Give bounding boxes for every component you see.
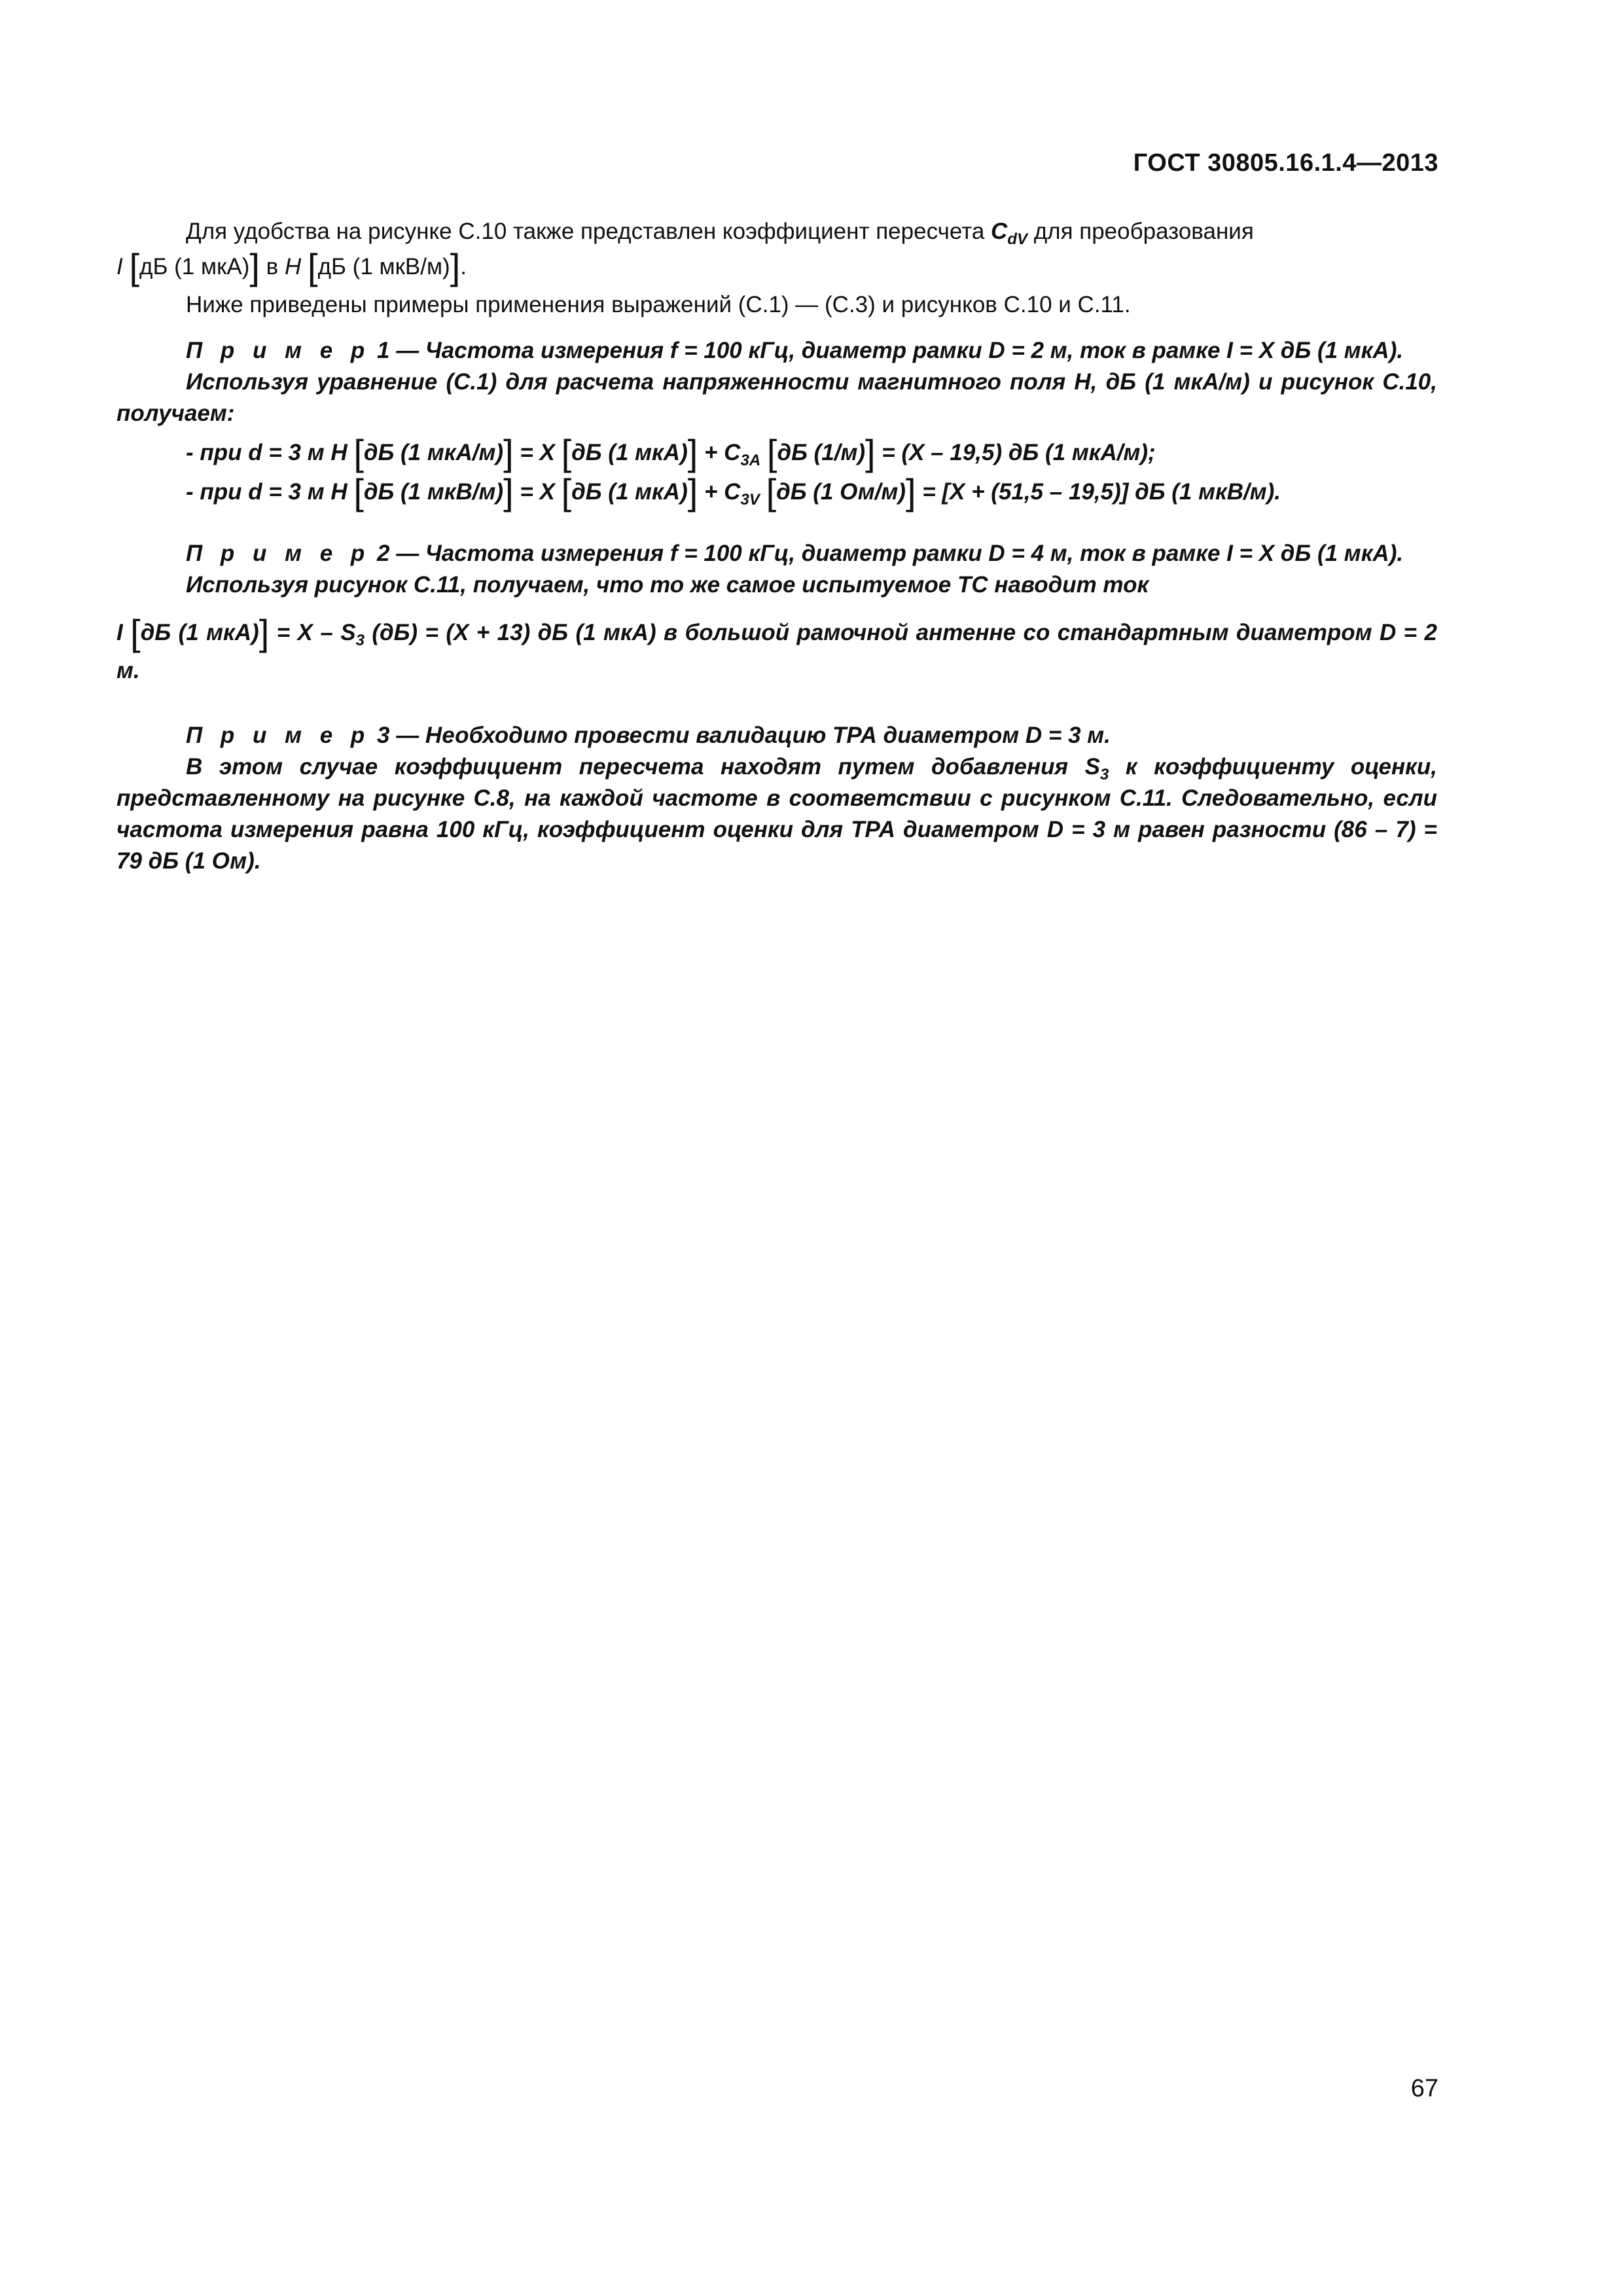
unit-field: дБ (1 мкВ/м): [317, 254, 450, 279]
example3-label: П р и м е р: [186, 723, 371, 748]
formula2-plus: + C: [704, 479, 741, 505]
example3-subscript: 3: [1100, 766, 1109, 783]
bracket-close: ]: [450, 246, 461, 287]
coefficient-symbol: [991, 219, 1027, 248]
example2-label: П р и м е р: [186, 541, 371, 566]
example2-eq: = X – S: [276, 620, 356, 645]
formula1-prefix: - при d = 3 м H: [186, 440, 348, 465]
example1-text: 1 — Частота измерения f = 100 кГц, диаметр рамки D = 2 м, ток в рамке I = X дБ (1 мкА).: [370, 338, 1404, 363]
document-header: ГОСТ 30805.16.1.4—2013: [1133, 149, 1438, 177]
formula2-unit3: дБ (1 Ом/м): [776, 479, 906, 505]
coefficient-subscript: dV: [1007, 230, 1027, 248]
formula2-subscript: 3V: [740, 491, 760, 509]
bracket-close: ]: [503, 432, 514, 473]
example2-current-symbol: I: [116, 620, 123, 645]
bracket-close: ]: [865, 432, 876, 473]
example2-paragraph: Используя рисунок С.11, получаем, что то же самое испытуемое ТС наводит ток: [186, 572, 1149, 598]
example3-heading: [116, 720, 1437, 751]
bracket-close: ]: [687, 471, 698, 512]
example3-text: 3 — Необходимо провести валидацию ТРА диаметром D = 3 м.: [370, 723, 1111, 748]
example1-formula1: [116, 432, 1437, 473]
example2-rest: (дБ) = (X + 13) дБ (1 мкА) в большой рамочной антенне со стандартным диаметром D = 2 м.: [116, 620, 1437, 683]
paragraph-intro-tail: для преобразования: [1027, 219, 1254, 244]
bracket-open: [: [561, 432, 572, 473]
formula1-result: = (X – 19,5) дБ (1 мкА/м);: [882, 440, 1156, 465]
example2-subscript: 3: [355, 632, 365, 649]
formula1-subscript: 3A: [740, 452, 761, 469]
formula1-unit1: дБ (1 мкА/м): [363, 440, 504, 465]
paragraph-examples-intro: Ниже приведены примеры применения выражений (С.1) — (С.3) и рисунков С.10 и С.11.: [186, 292, 1131, 317]
bracket-open: [: [766, 471, 777, 512]
coefficient-letter: C: [991, 219, 1008, 244]
document-body: [116, 216, 1437, 877]
field-symbol: H: [284, 254, 302, 279]
paragraph-intro-text: Для удобства на рисунке С.10 также представлен коэффициент пересчета: [186, 219, 991, 244]
page-number: 67: [1410, 2075, 1438, 2102]
example2-formula: [116, 614, 1437, 690]
bracket-close: ]: [687, 432, 698, 473]
example1-paragraph: Используя уравнение (С.1) для расчета напряженности магнитного поля H, дБ (1 мкА/м) и рисунок С.10, получаем:: [116, 369, 1437, 426]
formula2-unit2: дБ (1 мкА): [571, 479, 688, 505]
example2-text: 2 — Частота измерения f = 100 кГц, диаметр рамки D = 4 м, ток в рамке I = X дБ (1 мкА).: [370, 541, 1404, 566]
example3-text-b: к коэффициенту оценки, представленному на рисунке С.8, на каждой частоте в соответствии с рисунком С.11. Следовательно, если частота измерения равна 100 кГц, коэффициент оценки для ТРА диаметром D = 3 м равен разности (86 – 7) = 79 дБ (1 Ом).: [116, 754, 1437, 874]
example2-heading: [116, 538, 1437, 569]
bracket-open: [: [766, 432, 777, 473]
formula1-eq1: = X: [520, 440, 555, 465]
formula2-unit1: дБ (1 мкВ/м): [363, 479, 504, 505]
bracket-close: ]: [259, 612, 270, 653]
example1-formula2: [116, 471, 1437, 512]
bracket-open: [: [353, 432, 364, 473]
example3-text-a: В этом случае коэффициент пересчета находят путем добавления S: [186, 754, 1101, 780]
bracket-close: ]: [249, 246, 260, 287]
paragraph-intro: [116, 216, 1437, 247]
bracket-open: [: [561, 471, 572, 512]
bracket-open: [: [308, 246, 318, 287]
bracket-close: ]: [503, 471, 514, 512]
example1-label: П р и м е р: [186, 338, 371, 363]
current-symbol: I: [116, 254, 123, 279]
formula2-result: = [X + (51,5 – 19,5)] дБ (1 мкВ/м).: [922, 479, 1281, 505]
example1-heading: [116, 335, 1437, 367]
formula2-prefix: - при d = 3 м H: [186, 479, 348, 505]
formula2-eq1: = X: [520, 479, 555, 505]
formula1-plus: + C: [704, 440, 741, 465]
bracket-open: [: [129, 246, 140, 287]
formula1-unit3: дБ (1/м): [777, 440, 865, 465]
example3-paragraph: [116, 751, 1437, 877]
formula1-unit2: дБ (1 мкА): [571, 440, 688, 465]
unit-current: дБ (1 мкА): [139, 254, 250, 279]
bracket-open: [: [353, 471, 364, 512]
period: .: [460, 254, 467, 279]
paragraph-intro-line2: [116, 246, 1437, 287]
bracket-open: [: [130, 612, 141, 653]
bracket-close: ]: [905, 471, 916, 512]
conjunction: в: [259, 254, 285, 279]
example2-unit: дБ (1 мкА): [140, 620, 259, 645]
